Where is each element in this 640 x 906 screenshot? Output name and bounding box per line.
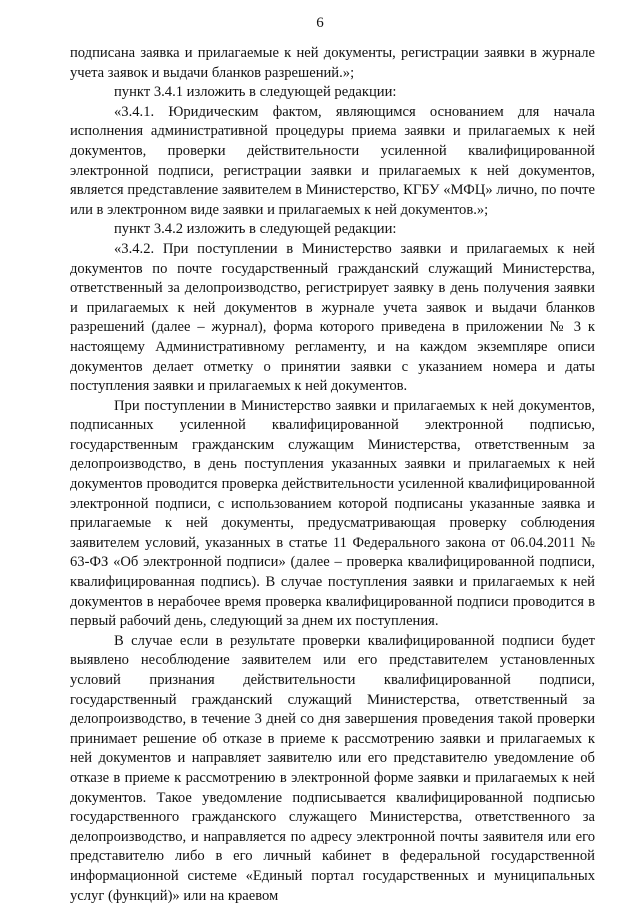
paragraph-continuation: подписана заявка и прилагаемые к ней документы, регистрации заявки в журнале учета заявок и выдачи бланков разрешений.»; xyxy=(70,45,595,81)
paragraph-amendment-3-4-1: пункт 3.4.1 изложить в следующей редакции: xyxy=(114,84,397,101)
paragraph-electronic-signature-check: При поступлении в Министерство заявки и прилагаемых к ней документов, подписанных усиленной квалифицированной электронной подписью, государственным гражданским служащим Министерства, ответственным за делопроизводство, в день поступления указанных заявки и прилагаемых к ней документов проводится проверка действительности усиленной квалифицированной электронной подписи, с использованием которой подписаны указанные заявка и прилагаемые к ней документы, предусматривающая проверку соблюдения заявителем условий, указанных в статье 11 Федерального закона от 06.04.2011 № 63-ФЗ «Об электронной подписи» (далее – проверка квалифицированной подписи, квалифицированная подпись). В случае поступления заявки и прилагаемых к ней документов в нерабочее время проверка квалифицированной подписи проводится в первый рабочий день, следующий за днем их поступления. xyxy=(70,397,595,630)
paragraph-amendment-3-4-2: пункт 3.4.2 изложить в следующей редакции: xyxy=(114,221,397,238)
paragraph-clause-3-4-1: «3.4.1. Юридическим фактом, являющимся основанием для начала исполнения административной процедуры приема заявки и прилагаемых к ней документов, проверки действительности усиленной квалифицированной электронной подписи, регистрации заявки и прилагаемых к ней документов, является представление заявителем в Министерство, КГБУ «МФЦ» лично, по почте или в электронном виде заявки и прилагаемых к ней документов.»; xyxy=(70,103,595,218)
paragraph-refusal-notice: В случае если в результате проверки квалифицированной подписи будет выявлено несоблюдение заявителем или его представителем установленных условий признания действительности квалифицированной подписи, государственный гражданский служащий Министерства, ответственный за делопроизводство, в течение 3 дней со дня завершения проведения такой проверки принимает решение об отказе в приеме к рассмотрению заявки и прилагаемых к ней документов и направляет заявителю или его представителю уведомление об отказе в приеме к рассмотрению в электронной форме заявки и прилагаемых к ней документов. Такое уведомление подписывается квалифицированной подписью государственного гражданского служащего Министерства, ответственного за делопроизводство, и направляется по адресу электронной почты заявителя или его представителю либо в его личный кабинет в федеральной государственной информационной системе «Единый портал государственных и муниципальных услуг (функций)» или на краевом xyxy=(70,632,595,904)
page-number: 6 xyxy=(316,15,324,31)
document-body xyxy=(70,44,595,906)
paragraph-clause-3-4-2: «3.4.2. При поступлении в Министерство заявки и прилагаемых к ней документов по почте государственный гражданский служащий Министерства, ответственный за делопроизводство, регистрирует заявку в день получения заявки и прилагаемых к ней документов в журнале учета заявок и выдачи бланков разрешений (далее – журнал), форма которого приведена в приложении № 3 к настоящему Административному регламенту, и на каждом экземпляре описи документов делает отметку о принятии заявки с указанием номера и даты поступления заявки и прилагаемых к ней документов. xyxy=(70,240,595,395)
